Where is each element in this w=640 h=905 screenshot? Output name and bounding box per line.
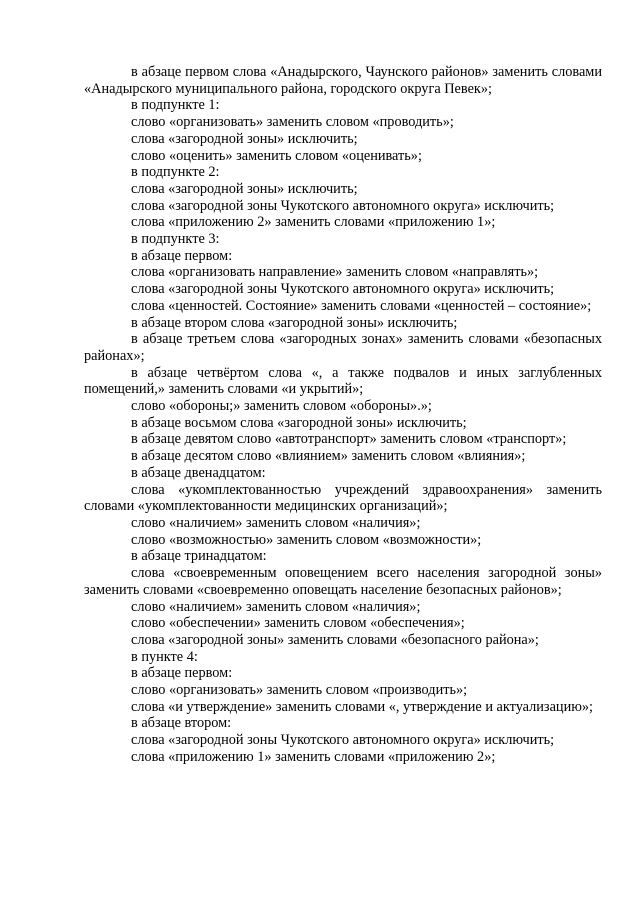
paragraph-23: слова «укомплектованностью учреждений здравоохранения» заменить словами «укомплектованности медицинских организаций»; [84, 481, 602, 515]
paragraph-6: в подпункте 2: [131, 164, 220, 181]
paragraph-30: слова «загородной зоны» заменить словами «безопасного района»; [131, 631, 539, 648]
paragraph-9: слова «приложению 2» заменить словами «приложению 1»; [131, 214, 496, 231]
paragraph-21: в абзаце десятом слово «влиянием» заменить словом «влияния»; [131, 448, 526, 465]
paragraph-5: слово «оценить» заменить словом «оценивать»; [131, 147, 422, 164]
paragraph-26: в абзаце тринадцатом: [131, 548, 267, 565]
paragraph-1: в абзаце первом слова «Анадырского, Чаунского районов» заменить словами «Анадырского муниципального района, городского округа Певек»; [84, 64, 602, 97]
paragraph-18: слово «обороны;» заменить словом «обороны».»; [131, 398, 432, 415]
paragraph-11: в абзаце первом: [131, 247, 233, 264]
paragraph-17: в абзаце четвёртом слова «, а также подвалов и иных заглубленных помещений,» заменить словами «и укрытий»; [84, 364, 602, 398]
paragraph-24: слово «наличием» заменить словом «наличия»; [131, 514, 421, 531]
paragraph-2: в подпункте 1: [131, 97, 220, 114]
paragraph-8: слова «загородной зоны Чукотского автономного округа» исключить; [131, 197, 555, 214]
paragraph-31: в пункте 4: [131, 648, 198, 665]
paragraph-7: слова «загородной зоны» исключить; [131, 180, 358, 197]
paragraph-12: слова «организовать направление» заменить словом «направлять»; [131, 264, 539, 281]
paragraph-28: слово «наличием» заменить словом «наличия»; [131, 598, 421, 615]
paragraph-34: слова «и утверждение» заменить словами «, утверждение и актуализацию»; [131, 698, 594, 715]
paragraph-32: в абзаце первом: [131, 665, 233, 682]
paragraph-3: слово «организовать» заменить словом «проводить»; [131, 114, 454, 131]
paragraph-20: в абзаце девятом слово «автотранспорт» заменить словом «транспорт»; [131, 431, 567, 448]
paragraph-27: слова «своевременным оповещением всего населения загородной зоны» заменить словами «своевременно оповещать население безопасных районов»; [84, 565, 602, 598]
paragraph-37: слова «приложению 1» заменить словами «приложению 2»; [131, 748, 496, 765]
paragraph-10: в подпункте 3: [131, 231, 220, 248]
paragraph-25: слово «возможностью» заменить словом «возможности»; [131, 531, 482, 548]
paragraph-35: в абзаце втором: [131, 715, 232, 732]
paragraph-33: слово «организовать» заменить словом «производить»; [131, 682, 468, 699]
paragraph-13: слова «загородной зоны Чукотского автономного округа» исключить; [131, 281, 555, 298]
paragraph-16: в абзаце третьем слова «загородных зонах» заменить словами «безопасных районах»; [84, 331, 602, 364]
paragraph-14: слова «ценностей. Состояние» заменить словами «ценностей – состояние»; [131, 297, 592, 314]
paragraph-36: слова «загородной зоны Чукотского автономного округа» исключить; [131, 732, 555, 749]
paragraph-29: слово «обеспечении» заменить словом «обеспечения»; [131, 615, 465, 632]
paragraph-15: в абзаце втором слова «загородной зоны» исключить; [131, 314, 458, 331]
paragraph-22: в абзаце двенадцатом: [131, 464, 266, 481]
paragraph-4: слова «загородной зоны» исключить; [131, 130, 358, 147]
document-body [84, 64, 602, 766]
paragraph-19: в абзаце восьмом слова «загородной зоны» исключить; [131, 414, 467, 431]
